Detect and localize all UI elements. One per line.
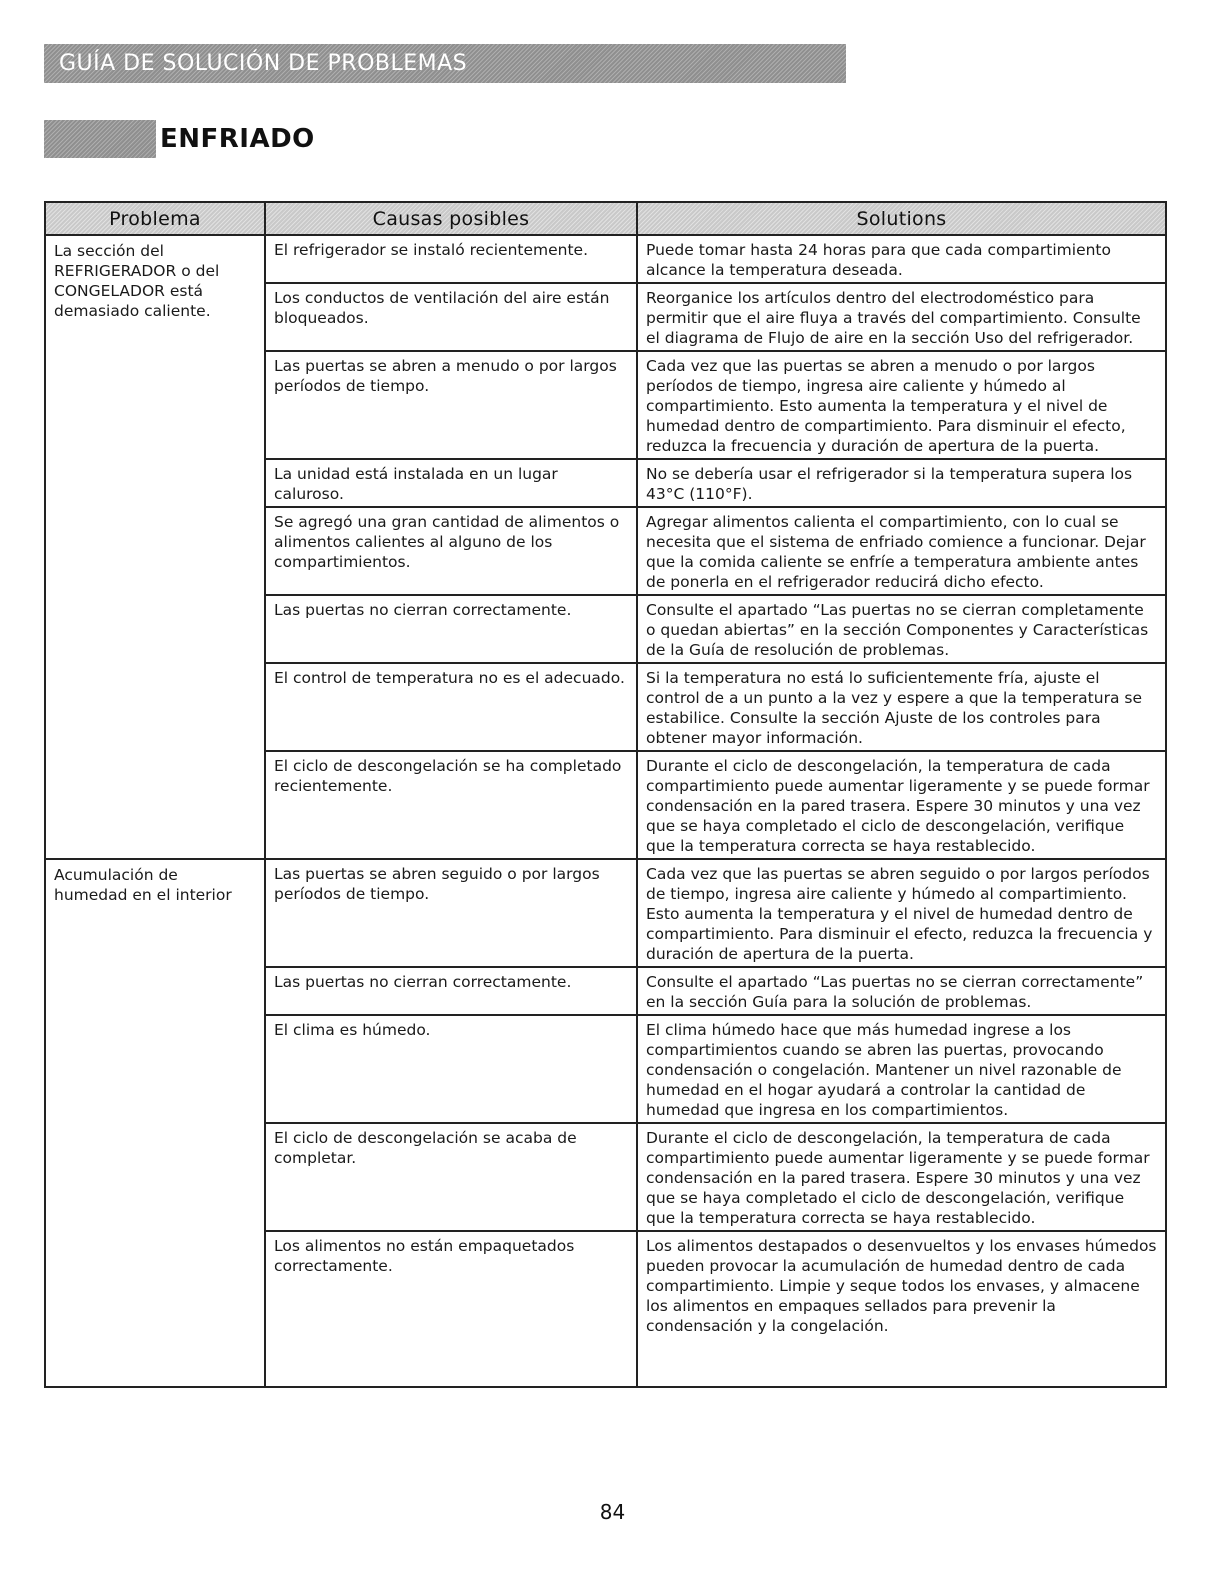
solution-cell: Puede tomar hasta 24 horas para que cada compartimiento alcance la temperatura deseada. <box>646 241 1111 279</box>
cause-cell: Las puertas no cierran correctamente. <box>266 596 638 662</box>
solution-cell: El clima húmedo hace que más humedad ingrese a los compartimientos cuando se abren las puertas, provocando condensación o congelación. Mantener un nivel razonable de humedad en el hogar ayudará a controlar la cantidad de humedad que ingresa en los compartimientos. <box>646 1021 1122 1119</box>
cause-cell: Se agregó una gran cantidad de alimentos o alimentos calientes al alguno de los compartimientos. <box>266 508 638 594</box>
header-problem: Problema <box>46 203 266 234</box>
table-row <box>266 860 1165 968</box>
cause-cell: Las puertas se abren seguido o por largos períodos de tiempo. <box>266 860 638 966</box>
cause-cell: Las puertas se abren a menudo o por largos períodos de tiempo. <box>266 352 638 458</box>
header-causes: Causas posibles <box>266 203 638 234</box>
table-row <box>266 352 1165 460</box>
solution-cell: Consulte el apartado “Las puertas no se cierran correctamente” en la sección Guía para la solución de problemas. <box>646 973 1144 1011</box>
section-title: ENFRIADO <box>160 124 315 154</box>
troubleshooting-table <box>44 201 1167 1388</box>
cause-cell: La unidad está instalada en un lugar caluroso. <box>266 460 638 506</box>
problem-group <box>46 860 1165 1386</box>
table-row <box>266 1016 1165 1124</box>
table-row <box>266 508 1165 596</box>
section-heading <box>44 120 315 158</box>
solution-cell: Consulte el apartado “Las puertas no se cierran completamente o quedan abiertas” en la sección Componentes y Características de la Guía de resolución de problemas. <box>646 601 1149 659</box>
cause-cell: El ciclo de descongelación se ha completado recientemente. <box>266 752 638 858</box>
solution-cell: Durante el ciclo de descongelación, la temperatura de cada compartimiento puede aumentar ligeramente y se puede formar condensación en la pared trasera. Espere 30 minutos y una vez que se haya completado el ciclo de descongelación, verifique que la temperatura correcta se haya restablecido. <box>646 757 1150 855</box>
banner-title: GUÍA DE SOLUCIÓN DE PROBLEMAS <box>59 51 468 76</box>
table-row <box>266 968 1165 1016</box>
cause-cell: Las puertas no cierran correctamente. <box>266 968 638 1014</box>
table-row <box>266 236 1165 284</box>
cause-cell: Los conductos de ventilación del aire están bloqueados. <box>266 284 638 350</box>
cause-cell: Los alimentos no están empaquetados correctamente. <box>266 1232 638 1386</box>
cause-cell: El control de temperatura no es el adecuado. <box>266 664 638 750</box>
section-marker-block <box>44 120 156 158</box>
cause-solution-rows <box>266 236 1165 858</box>
problem-cell: La sección del REFRIGERADOR o del CONGELADOR está demasiado caliente. <box>46 236 266 858</box>
solution-cell: Cada vez que las puertas se abren a menudo o por largos períodos de tiempo, ingresa aire caliente y húmedo al compartimiento. Esto aumenta la temperatura y el nivel de humedad dentro de compartimiento. Para disminuir el efecto, reduzca la frecuencia y duración de apertura de la puerta. <box>646 357 1126 455</box>
table-header <box>46 203 1165 236</box>
table-row <box>266 1124 1165 1232</box>
table-row <box>266 1232 1165 1386</box>
problem-cell: Acumulación de humedad en el interior <box>46 860 266 1386</box>
solution-cell: No se debería usar el refrigerador si la temperatura supera los 43°C (110°F). <box>646 465 1133 503</box>
cause-cell: El ciclo de descongelación se acaba de completar. <box>266 1124 638 1230</box>
solution-cell: Cada vez que las puertas se abren seguido o por largos períodos de tiempo, ingresa aire caliente y húmedo al compartimiento. Esto aumenta la temperatura y el nivel de humedad dentro de compartimiento. Para disminuir el efecto, reduzca la frecuencia y duración de apertura de la puerta. <box>646 865 1153 963</box>
table-row <box>266 460 1165 508</box>
table-body <box>46 236 1165 1386</box>
problem-group <box>46 236 1165 860</box>
solution-cell: Si la temperatura no está lo suficientemente fría, ajuste el control de a un punto a la vez y espere a que la temperatura se estabilice. Consulte la sección Ajuste de los controles para obtener mayor información. <box>646 669 1142 747</box>
table-row <box>266 284 1165 352</box>
solution-cell: Durante el ciclo de descongelación, la temperatura de cada compartimiento puede aumentar ligeramente y se puede formar condensación en la pared trasera. Espere 30 minutos y una vez que se haya completado el ciclo de descongelación, verifique que la temperatura correcta se haya restablecido. <box>646 1129 1150 1227</box>
table-row <box>266 664 1165 752</box>
solution-cell: Los alimentos destapados o desenvueltos y los envases húmedos pueden provocar la acumulación de humedad dentro de cada compartimiento. Limpie y seque todos los envases, y almacene los alimentos en empaques sellados para prevenir la condensación y la congelación. <box>646 1237 1157 1335</box>
cause-cell: El clima es húmedo. <box>266 1016 638 1122</box>
page-number: 84 <box>599 1500 626 1524</box>
solution-cell: Reorganice los artículos dentro del electrodoméstico para permitir que el aire fluya a través del compartimiento. Consulte el diagrama de Flujo de aire en la sección Uso del refrigerador. <box>646 289 1141 347</box>
solution-cell: Agregar alimentos calienta el compartimiento, con lo cual se necesita que el sistema de enfriado comience a funcionar. Dejar que la comida caliente se enfríe a temperatura ambiente antes de ponerla en el refrigerador reducirá dicho efecto. <box>646 513 1146 591</box>
cause-cell: El refrigerador se instaló recientemente. <box>266 236 638 282</box>
cause-solution-rows <box>266 860 1165 1386</box>
table-row <box>266 752 1165 858</box>
header-solutions: Solutions <box>856 207 947 230</box>
table-row <box>266 596 1165 664</box>
page-banner <box>44 44 846 83</box>
